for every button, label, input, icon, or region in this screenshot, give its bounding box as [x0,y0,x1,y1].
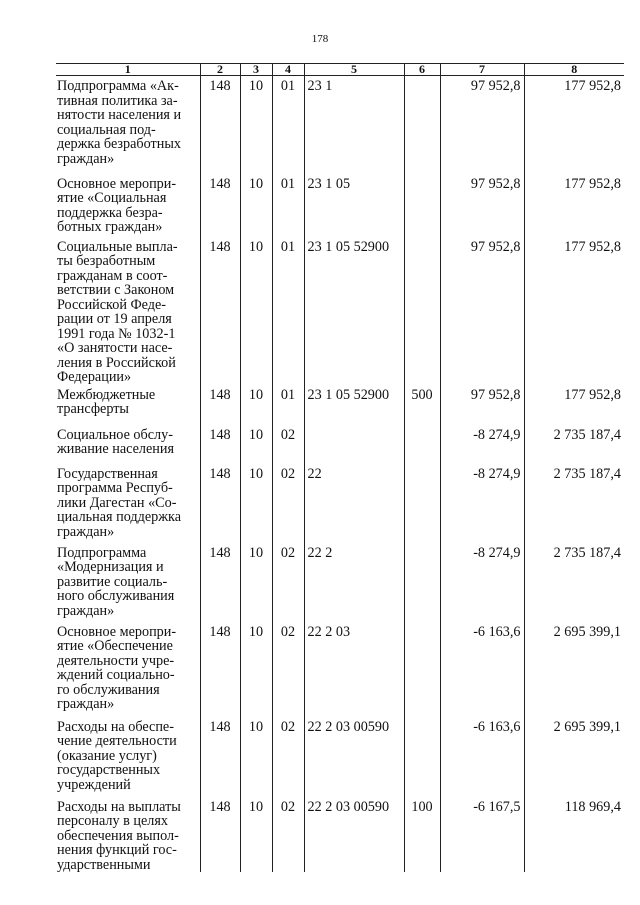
column-header-8: 8 [524,64,624,76]
column-header-2: 2 [200,64,240,76]
cell-col6: 500 [404,385,440,425]
cell-col8: 2 735 187,4 [524,543,624,622]
cell-col4: 02 [272,464,304,543]
cell-col8: 177 952,8 [524,174,624,237]
cell-col8: 2 735 187,4 [524,425,624,464]
cell-col5: 23 1 05 52900 [304,237,404,385]
cell-col5 [304,425,404,464]
cell-col4: 01 [272,76,304,174]
cell-col5: 23 1 05 52900 [304,385,404,425]
cell-col2: 148 [200,385,240,425]
table-row [56,622,624,717]
cell-col5: 22 2 [304,543,404,622]
cell-col5: 22 [304,464,404,543]
cell-col2: 148 [200,797,240,873]
cell-col5: 23 1 [304,76,404,174]
cell-col3: 10 [240,717,272,797]
cell-col4: 02 [272,543,304,622]
table-row [56,425,624,464]
budget-table [56,63,624,872]
table-row [56,237,624,385]
cell-col3: 10 [240,174,272,237]
cell-col7: -6 163,6 [440,717,524,797]
cell-col7: 97 952,8 [440,237,524,385]
table-row [56,543,624,622]
cell-col6 [404,543,440,622]
cell-col6 [404,622,440,717]
cell-col6: 100 [404,797,440,873]
cell-col7: -6 163,6 [440,622,524,717]
cell-col8: 177 952,8 [524,385,624,425]
cell-col6 [404,425,440,464]
table-row [56,174,624,237]
column-header-7: 7 [440,64,524,76]
column-header-1: 1 [56,64,200,76]
cell-col8: 177 952,8 [524,76,624,174]
cell-col2: 148 [200,464,240,543]
cell-col3: 10 [240,425,272,464]
cell-col6 [404,464,440,543]
cell-col8: 2 695 399,1 [524,717,624,797]
row-name: Государственная программа Респуб- лики Дагестан «Со- циальная поддержка граждан» [57,465,182,540]
cell-col8: 2 695 399,1 [524,622,624,717]
table-row [56,464,624,543]
table-row [56,76,624,174]
row-name: Подпрограмма «Ак- тивная политика за- нятости населения и социальная под- держка безработных граждан» [57,78,182,167]
cell-col3: 10 [240,76,272,174]
cell-col3: 10 [240,237,272,385]
row-name: Основное меропри- ятие «Обеспечение деятельности учре- ждений социально- го обслуживания граждан» [57,623,177,712]
cell-col3: 10 [240,797,272,873]
row-name: Подпрограмма «Модернизация и развитие социаль- ного обслуживания граждан» [57,544,175,619]
cell-col5: 22 2 03 00590 [304,797,404,873]
cell-col5: 22 2 03 00590 [304,717,404,797]
cell-col7: 97 952,8 [440,385,524,425]
row-name: Основное меропри- ятие «Социальная поддержка безра- ботных граждан» [57,175,177,235]
cell-col7: -8 274,9 [440,464,524,543]
cell-col4: 02 [272,717,304,797]
cell-col6 [404,174,440,237]
cell-col2: 148 [200,622,240,717]
row-name: Расходы на выплаты персоналу в целях обеспечения выпол- нения функций гос- ударственными [57,798,181,873]
cell-col5: 22 2 03 [304,622,404,717]
column-header-4: 4 [272,64,304,76]
cell-col7: 97 952,8 [440,76,524,174]
cell-col5: 23 1 05 [304,174,404,237]
cell-col8: 2 735 187,4 [524,464,624,543]
cell-col4: 01 [272,385,304,425]
cell-col4: 01 [272,237,304,385]
cell-col2: 148 [200,425,240,464]
cell-col2: 148 [200,174,240,237]
row-name: Межбюджетные трансферты [57,386,156,417]
table-header-row [56,64,624,76]
row-name: Социальное обслу- живание населения [57,426,174,457]
cell-col3: 10 [240,622,272,717]
cell-col2: 148 [200,543,240,622]
cell-col6 [404,237,440,385]
row-name: Расходы на обеспе- чение деятельности (оказание услуг) государственных учреждений [57,718,177,793]
cell-col7: -8 274,9 [440,425,524,464]
cell-col2: 148 [200,76,240,174]
table-row [56,717,624,797]
table-row [56,385,624,425]
cell-col4: 01 [272,174,304,237]
cell-col2: 148 [200,717,240,797]
cell-col7: -6 167,5 [440,797,524,873]
cell-col8: 118 969,4 [524,797,624,873]
cell-col7: 97 952,8 [440,174,524,237]
column-header-3: 3 [240,64,272,76]
cell-col4: 02 [272,797,304,873]
cell-col3: 10 [240,464,272,543]
cell-col4: 02 [272,425,304,464]
cell-col3: 10 [240,385,272,425]
cell-col2: 148 [200,237,240,385]
cell-col6 [404,717,440,797]
cell-col6 [404,76,440,174]
column-header-5: 5 [304,64,404,76]
cell-col3: 10 [240,543,272,622]
cell-col7: -8 274,9 [440,543,524,622]
cell-col8: 177 952,8 [524,237,624,385]
row-name: Социальные выпла- ты безработным гражданам в соот- ветствии с Законом Российской Феде- рации от 19 апреля 1991 года № 1032-1 «О занятости насе- ления в Российской Федерации» [57,238,178,385]
column-header-6: 6 [404,64,440,76]
page-number: 178 [311,33,329,45]
table-row [56,797,624,873]
cell-col4: 02 [272,622,304,717]
